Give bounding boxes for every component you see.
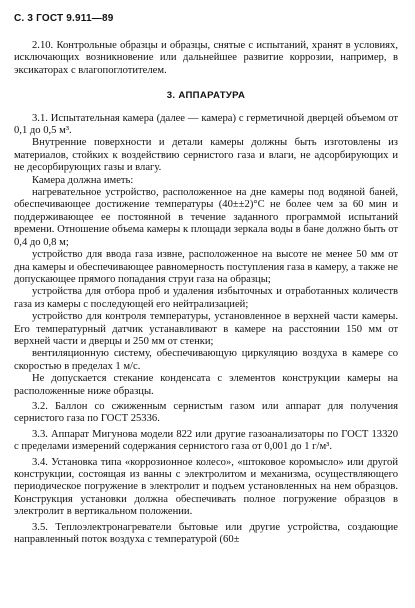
page-header: С. 3 ГОСТ 9.911—89: [14, 13, 114, 24]
paragraph-3-4: 3.4. Установка типа «коррозионное колесо», «штоковое коромысло» или другой конструкции, состоящая из ванны с электролитом и механизма, осуществляющего периодическое погружение в электролит и подъем установленных на нем образцов. Конструкция установки должна обеспечивать полное погружение образцов в электролит в вертикальном положении.: [14, 456, 398, 518]
paragraph-3-3: 3.3. Аппарат Мигунова модели 822 или другие газоанализаторы по ГОСТ 13320 с пределами измерений содержания сернистого газа от 0,001 до 1 г/м³.: [14, 428, 398, 453]
paragraph-heating-device: нагревательное устройство, расположенное на дне камеры под водяной баней, обеспечивающее достижение температуры (40±±2)°С не более чем за 60 мин и поддерживающее ее постоянной в течение заданного программой испытаний времени. Отношение объема камеры к площади зеркала воды в бане должно быть от 0,4 до 0,8 м;: [14, 187, 398, 248]
paragraph-gas-inlet: устройство для ввода газа извне, расположенное на высоте не менее 50 мм от дна камеры и обеспечивающее равномерность поступления газа в камеру, а также не допускающее прямого попадания струи газа на образцы;: [14, 249, 398, 285]
document-body: [14, 40, 398, 546]
paragraph-chamber-must-have: Камера должна иметь:: [32, 174, 134, 186]
paragraph-inner-surfaces: Внутренние поверхности и детали камеры должны быть изготовлены из материалов, стойких к воздействию сернистого газа и влаги, не адсорбирующих и не десорбирующих газы и влагу.: [14, 137, 398, 174]
section-heading: 3. АППАРАТУРА: [166, 90, 246, 102]
paragraph-sampling-device: устройства для отбора проб и удаления избыточных и отработанных количеств газа из камеры с последующей его нейтрализацией;: [14, 286, 398, 310]
paragraph-3-5: 3.5. Теплоэлектронагреватели бытовые или другие устройства, создающие направленный поток воздуха с температурой (60±: [14, 521, 398, 546]
paragraph-condensate: Не допускается стекание конденсата с элементов конструкции камеры на расположенные ниже образцы.: [14, 373, 398, 397]
paragraph-3-2: 3.2. Баллон со сжиженным сернистым газом или аппарат для получения сернистого газа по ГОСТ 25336.: [14, 400, 398, 425]
paragraph-ventilation: вентиляционную систему, обеспечивающую циркуляцию воздуха в камере со скоростью в пределах 1 м/с.: [14, 348, 398, 372]
paragraph-3-1: 3.1. Испытательная камера (далее — камера) с герметичной дверцей объемом от 0,1 до 0,5 м³.: [14, 112, 398, 137]
paragraph-temperature-control: устройство для контроля температуры, установленное в верхней части камеры. Его температурный датчик устанавливают в камере на расстоянии 150 мм от верхней части и дверцы и 250 мм от стенки;: [14, 311, 398, 347]
paragraph-2-10: 2.10. Контрольные образцы и образцы, снятые с испытаний, хранят в условиях, исключающих возникновение или дальнейшее развитие коррозии, например, в эксикаторах с влагопоглотителем.: [14, 40, 398, 76]
